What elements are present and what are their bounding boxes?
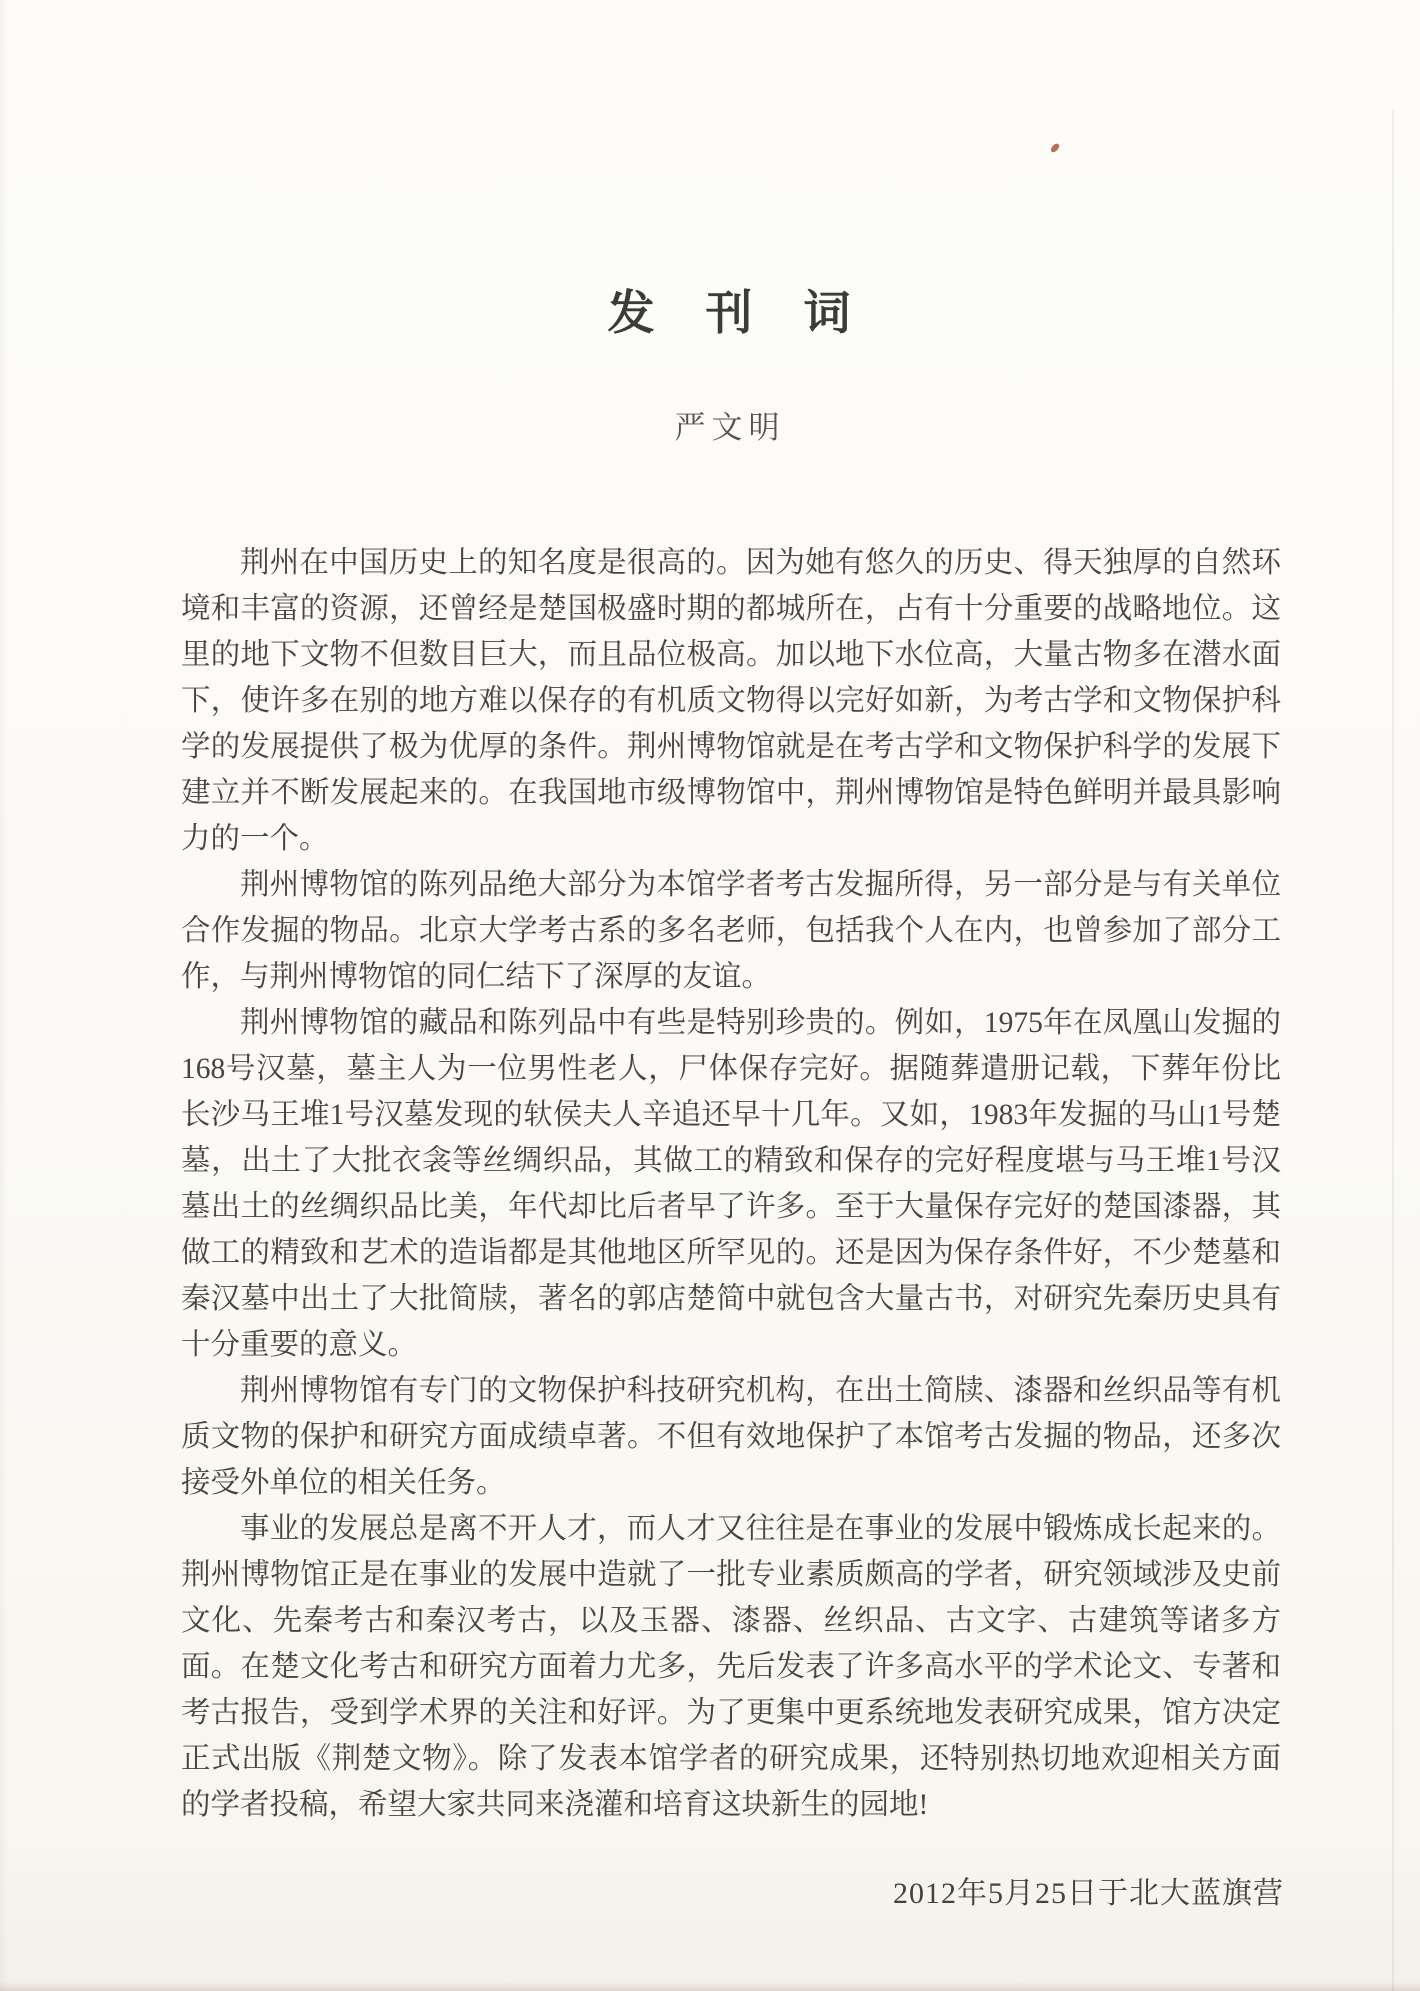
body-paragraph: 荆州博物馆的藏品和陈列品中有些是特别珍贵的。例如，1975年在凤凰山发掘的168号汉墓，墓主人为一位男性老人，尸体保存完好。据随葬遣册记载，下葬年份比长沙马王堆1号汉墓发现的轪侯夫人辛追还早十几年。又如，1983年发掘的马山1号楚墓，出土了大批衣衾等丝绸织品，其做工的精致和保存的完好程度堪与马王堆1号汉墓出土的丝绸织品比美，年代却比后者早了许多。至于大量保存完好的楚国漆器，其做工的精致和艺术的造诣都是其他地区所罕见的。还是因为保存条件好，不少楚墓和秦汉墓中出土了大批简牍，著名的郭店楚简中就包含大量古书，对研究先秦历史具有十分重要的意义。 <box>181 1007 1281 1361</box>
page-edge-shadow <box>1392 110 1394 1991</box>
date-line: 2012年5月25日于北大蓝旗营 <box>893 1877 1284 1910</box>
bottom-edge-shadow <box>0 1982 1420 1991</box>
left-edge-shadow <box>0 0 8 1991</box>
body-paragraph: 荆州博物馆有专门的文物保护科技研究机构，在出土简牍、漆器和丝织品等有机质文物的保护和研究方面成绩卓著。不但有效地保护了本馆考古发掘的物品，还多次接受外单位的相关任务。 <box>181 1375 1281 1499</box>
body-paragraph: 荆州博物馆的陈列品绝大部分为本馆学者考古发掘所得，另一部分是与有关单位合作发掘的物品。北京大学考古系的多名老师，包括我个人在内，也曾参加了部分工作，与荆州博物馆的同仁结下了深厚的友谊。 <box>181 869 1281 993</box>
page-title: 发 刊 词 <box>607 288 853 340</box>
red-speck-artifact <box>1050 142 1061 154</box>
body-paragraph: 荆州在中国历史上的知名度是很高的。因为她有悠久的历史、得天独厚的自然环境和丰富的资源，还曾经是楚国极盛时期的都城所在，占有十分重要的战略地位。这里的地下文物不但数目巨大，而且品位极高。加以地下水位高，大量古物多在潜水面下，使许多在别的地方难以保存的有机质文物得以完好如新，为考古学和文物保护科学的发展提供了极为优厚的条件。荆州博物馆就是在考古学和文物保护科学的发展下建立并不断发展起来的。在我国地市级博物馆中，荆州博物馆是特色鲜明并最具影响力的一个。 <box>181 547 1281 855</box>
author-name: 严文明 <box>674 410 786 445</box>
body-paragraph: 事业的发展总是离不开人才，而人才又往往是在事业的发展中锻炼成长起来的。荆州博物馆正是在事业的发展中造就了一批专业素质颇高的学者，研究领域涉及史前文化、先秦考古和秦汉考古，以及玉器、漆器、丝织品、古文字、古建筑等诸多方面。在楚文化考古和研究方面着力尤多，先后发表了许多高水平的学术论文、专著和考古报告，受到学术界的关注和好评。为了更集中更系统地发表研究成果，馆方决定正式出版《荆楚文物》。除了发表本馆学者的研究成果，还特别热切地欢迎相关方面的学者投稿，希望大家共同来浇灌和培育这块新生的园地! <box>181 1513 1281 1821</box>
document-body <box>181 540 1281 1828</box>
